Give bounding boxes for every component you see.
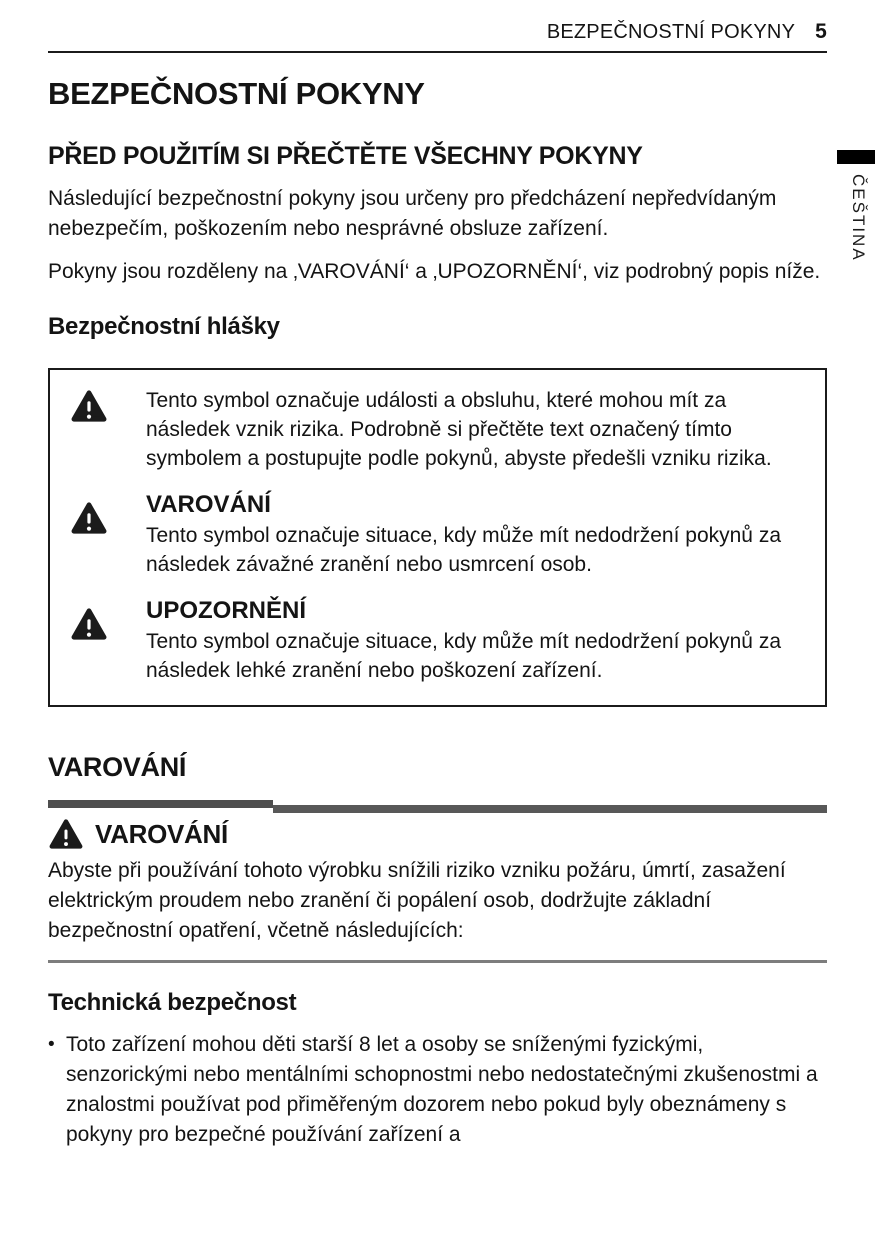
warning-section-heading: VAROVÁNÍ: [48, 752, 187, 782]
intro-paragraph: Pokyny jsou rozděleny na ‚VAROVÁNÍ‘ a ‚UPOZORNĚNÍ‘, viz podrobný popis níže.: [48, 260, 821, 283]
read-all-heading: PŘED POUŽITÍM SI PŘEČTĚTE VŠECHNY POKYNY: [48, 142, 643, 170]
technical-safety-bullet: • Toto zařízení mohou děti starší 8 let a osoby se sníženými fyzickými, senzorickými nebo mentálními schopnostmi nebo nedostatečnými zkušenostmi a znalostmi používat pod přiměřeným dozorem nebo pokud byly obeznámeny s pokyny pro bezpečné používání zařízení a: [48, 1030, 827, 1150]
language-label-vertical: ČEŠTINA: [849, 174, 868, 262]
warning-banner-heading: [48, 818, 827, 850]
warning-triangle-icon: [64, 596, 146, 685]
running-header: [48, 0, 827, 53]
warning-triangle-icon: [48, 818, 84, 850]
safety-messages-heading: Bezpečnostní hlášky: [48, 313, 280, 340]
safety-message-row: [64, 596, 811, 685]
page-number: 5: [815, 20, 827, 43]
safety-message-title: VAROVÁNÍ: [146, 491, 271, 518]
safety-message-text: Tento symbol označuje události a obsluhu, které mohou mít za následek vznik rizika. Podrobně si přečtěte text označený tímto symbolem a postupujte podle pokynů, abyste předešli vzniku rizika.: [146, 389, 772, 470]
technical-safety-list: [48, 1030, 827, 1150]
safety-message-text: Tento symbol označuje situace, kdy může mít nedodržení pokynů za následek závažné zranění nebo usmrcení osob.: [146, 524, 782, 576]
banner-bar-right-segment: [273, 805, 827, 813]
warning-banner-title: VAROVÁNÍ: [95, 818, 228, 849]
warning-banner-text: Abyste při používání tohoto výrobku snížili riziko vzniku požáru, úmrtí, zasažení elektrickým proudem nebo zranění či popálení osob, dodržujte základní bezpečnostní opatření, včetně následujících:: [48, 859, 786, 942]
safety-message-text-col: [146, 596, 811, 685]
safety-messages-box: [48, 368, 827, 707]
safety-message-row: [64, 490, 811, 579]
technical-safety-heading: Technická bezpečnost: [48, 989, 297, 1016]
safety-message-text-col: [146, 386, 811, 473]
safety-message-text: Tento symbol označuje situace, kdy může mít nedodržení pokynů za následek lehké zranění nebo poškození zařízení.: [146, 630, 782, 682]
intro-paragraph: Následující bezpečnostní pokyny jsou určeny pro předcházení nepředvídaným nebezpečím, poškozením nebo nesprávné obsluze zařízení.: [48, 187, 777, 240]
warning-triangle-icon: [64, 386, 146, 473]
safety-message-row: [64, 386, 811, 473]
page-content: [48, 0, 827, 1150]
warning-banner-bar: [48, 800, 827, 815]
warning-triangle-icon: [64, 490, 146, 579]
language-tab-marker: [837, 150, 875, 164]
running-header-title: BEZPEČNOSTNÍ POKYNY: [546, 21, 796, 43]
page-title: BEZPEČNOSTNÍ POKYNY: [48, 76, 425, 111]
banner-bar-left-segment: [48, 800, 273, 808]
safety-message-text-col: [146, 490, 811, 579]
section-divider: [48, 960, 827, 963]
safety-message-title: UPOZORNĚNÍ: [146, 597, 307, 624]
